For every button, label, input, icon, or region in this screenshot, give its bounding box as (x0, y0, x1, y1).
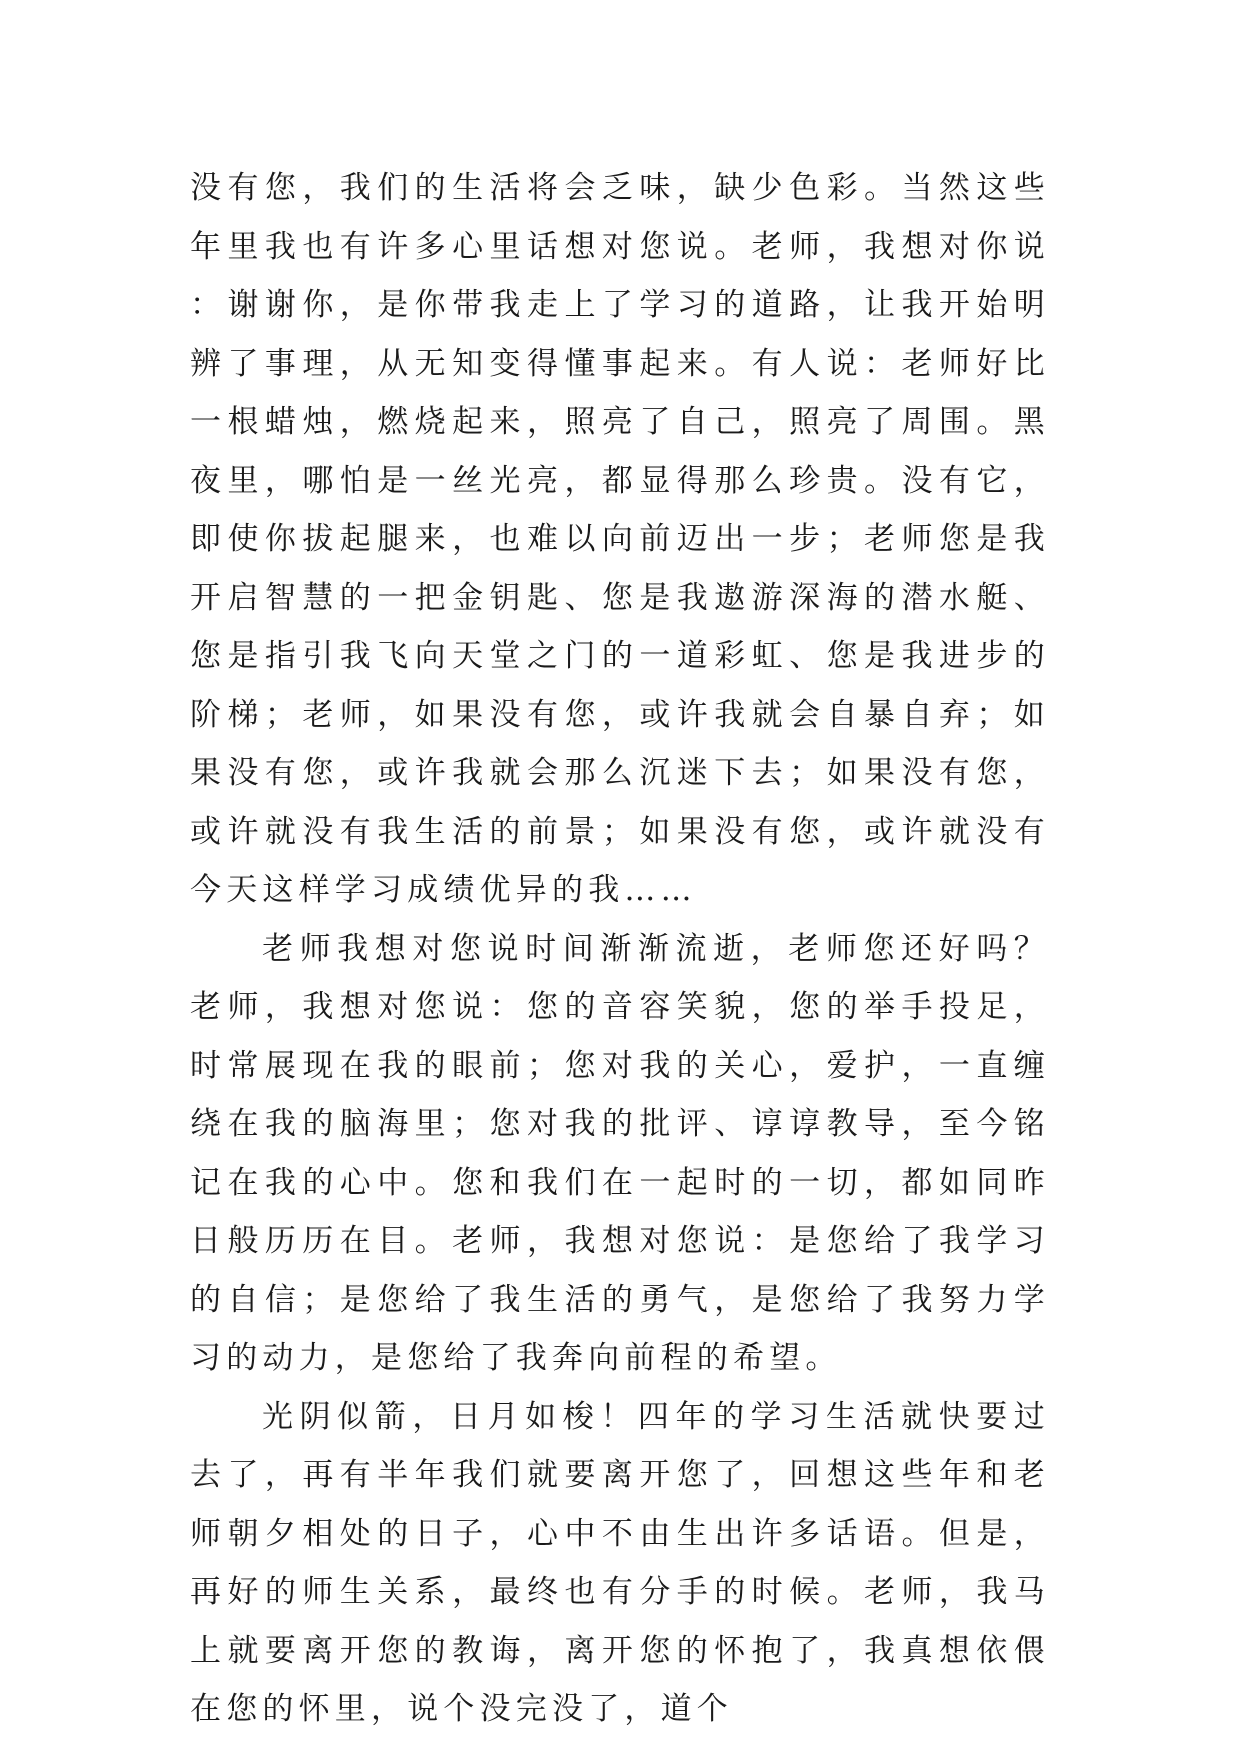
document-body (190, 159, 1050, 1739)
paragraph-3: 光阴似箭，日月如梭！四年的学习生活就快要过去了，再有半年我们就要离开您了，回想这些年和老师朝夕相处的日子，心中不由生出许多话语。但是，再好的师生关系，最终也有分手的时候。老师，我马上就要离开您的教诲，离开您的怀抱了，我真想依偎在您的怀里，说个没完没了，道个 (190, 1398, 1050, 1727)
paragraph-1: 没有您，我们的生活将会乏味，缺少色彩。当然这些年里我也有许多心里话想对您说。老师，我想对你说：谢谢你，是你带我走上了学习的道路，让我开始明辨了事理，从无知变得懂事起来。有人说：老师好比一根蜡烛，燃烧起来，照亮了自己，照亮了周围。黑夜里，哪怕是一丝光亮，都显得那么珍贵。没有它，即使你拔起腿来，也难以向前迈出一步；老师您是我开启智慧的一把金钥匙、您是我遨游深海的潜水艇、您是指引我飞向天堂之门的一道彩虹、您是我进步的阶梯；老师，如果没有您，或许我就会自暴自弃；如果没有您，或许我就会那么沉迷下去；如果没有您，或许就没有我生活的前景；如果没有您，或许就没有今天这样学习成绩优异的我…… (190, 170, 1050, 908)
paragraph-2: 老师我想对您说时间渐渐流逝，老师您还好吗？老师，我想对您说：您的音容笑貌，您的举手投足，时常展现在我的眼前；您对我的关心，爱护，一直缠绕在我的脑海里；您对我的批评、谆谆教导，至今铭记在我的心中。您和我们在一起时的一切，都如同昨日般历历在目。老师，我想对您说：是您给了我学习的自信；是您给了我生活的勇气，是您给了我努力学习的动力，是您给了我奔向前程的希望。 (190, 930, 1050, 1376)
